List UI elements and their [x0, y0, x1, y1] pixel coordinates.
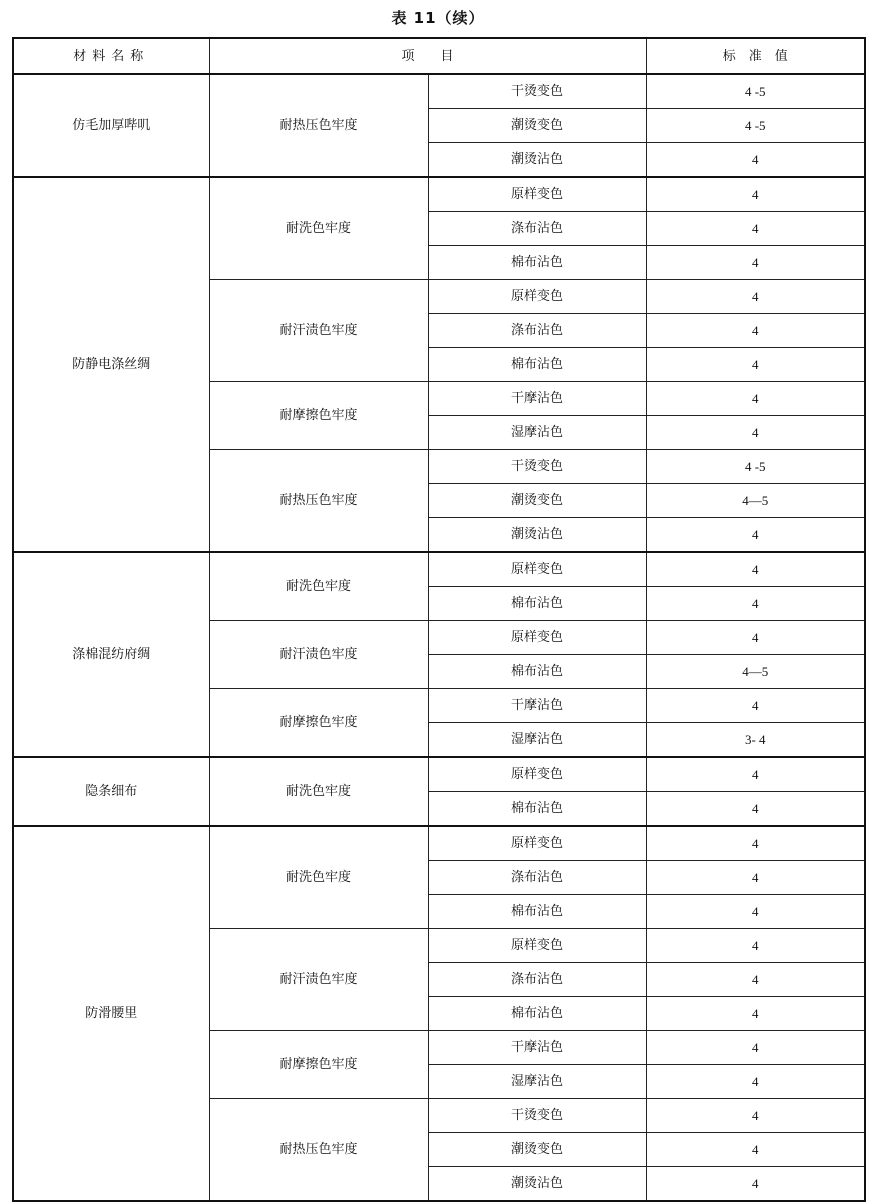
- material-name-cell: 仿毛加厚哔叽: [13, 74, 209, 177]
- table-row: [13, 74, 865, 109]
- test-name-cell: 耐洗色牢度: [209, 552, 428, 621]
- material-name-cell: 防静电涤丝绸: [13, 177, 209, 552]
- sub-item-cell: 涤布沾色: [428, 314, 646, 348]
- standard-value-cell: 4: [646, 246, 865, 280]
- sub-item-cell: 棉布沾色: [428, 655, 646, 689]
- material-name-cell: 隐条细布: [13, 757, 209, 826]
- test-name-cell: 耐摩擦色牢度: [209, 382, 428, 450]
- test-name-cell: 耐洗色牢度: [209, 826, 428, 929]
- standard-value-cell: 4: [646, 518, 865, 553]
- sub-item-cell: 原样变色: [428, 552, 646, 587]
- standard-value-cell: 4: [646, 1133, 865, 1167]
- table-row: [13, 826, 865, 861]
- standard-value-cell: 4: [646, 861, 865, 895]
- standard-value-cell: 4: [646, 1099, 865, 1133]
- sub-item-cell: 棉布沾色: [428, 792, 646, 827]
- sub-item-cell: 原样变色: [428, 929, 646, 963]
- table-header-row: [13, 38, 865, 74]
- standard-value-cell: 4: [646, 757, 865, 792]
- sub-item-cell: 棉布沾色: [428, 895, 646, 929]
- sub-item-cell: 干烫变色: [428, 450, 646, 484]
- sub-item-cell: 原样变色: [428, 621, 646, 655]
- sub-item-cell: 潮烫变色: [428, 1133, 646, 1167]
- standard-value-cell: 4: [646, 587, 865, 621]
- test-name-cell: 耐摩擦色牢度: [209, 1031, 428, 1099]
- sub-item-cell: 棉布沾色: [428, 348, 646, 382]
- sub-item-cell: 原样变色: [428, 826, 646, 861]
- sub-item-cell: 涤布沾色: [428, 212, 646, 246]
- table-row: [13, 757, 865, 792]
- sub-item-cell: 棉布沾色: [428, 587, 646, 621]
- header-item: 项 目: [209, 38, 646, 74]
- standard-value-cell: 4 -5: [646, 450, 865, 484]
- standard-value-cell: 4: [646, 1167, 865, 1202]
- standard-value-cell: 4: [646, 416, 865, 450]
- sub-item-cell: 湿摩沾色: [428, 1065, 646, 1099]
- standard-value-cell: 4 -5: [646, 74, 865, 109]
- standard-value-cell: 4: [646, 997, 865, 1031]
- table-row: [13, 552, 865, 587]
- test-name-cell: 耐洗色牢度: [209, 177, 428, 280]
- sub-item-cell: 潮烫沾色: [428, 1167, 646, 1202]
- sub-item-cell: 干摩沾色: [428, 382, 646, 416]
- standard-value-cell: 4: [646, 792, 865, 827]
- sub-item-cell: 原样变色: [428, 177, 646, 212]
- sub-item-cell: 干摩沾色: [428, 1031, 646, 1065]
- sub-item-cell: 涤布沾色: [428, 963, 646, 997]
- test-name-cell: 耐洗色牢度: [209, 757, 428, 826]
- test-name-cell: 耐热压色牢度: [209, 1099, 428, 1202]
- header-material-name: 材料名称: [13, 38, 209, 74]
- standard-value-cell: 3- 4: [646, 723, 865, 758]
- standard-value-cell: 4: [646, 1031, 865, 1065]
- sub-item-cell: 湿摩沾色: [428, 416, 646, 450]
- standard-values-table: [12, 37, 866, 1202]
- sub-item-cell: 棉布沾色: [428, 997, 646, 1031]
- test-name-cell: 耐热压色牢度: [209, 450, 428, 553]
- test-name-cell: 耐汗渍色牢度: [209, 621, 428, 689]
- test-name-cell: 耐摩擦色牢度: [209, 689, 428, 758]
- header-standard-value: 标 准 值: [646, 38, 865, 74]
- standard-value-cell: 4: [646, 1065, 865, 1099]
- sub-item-cell: 涤布沾色: [428, 861, 646, 895]
- standard-value-cell: 4: [646, 689, 865, 723]
- standard-value-cell: 4 -5: [646, 109, 865, 143]
- sub-item-cell: 潮烫沾色: [428, 518, 646, 553]
- table-caption: 表 11（续）: [391, 9, 485, 27]
- sub-item-cell: 原样变色: [428, 280, 646, 314]
- sub-item-cell: 干摩沾色: [428, 689, 646, 723]
- table-body: [13, 74, 865, 1201]
- standard-value-cell: 4: [646, 929, 865, 963]
- sub-item-cell: 干烫变色: [428, 1099, 646, 1133]
- standard-value-cell: 4: [646, 177, 865, 212]
- standard-value-cell: 4—5: [646, 484, 865, 518]
- test-name-cell: 耐汗渍色牢度: [209, 280, 428, 382]
- standard-value-cell: 4: [646, 212, 865, 246]
- sub-item-cell: 干烫变色: [428, 74, 646, 109]
- standard-value-cell: 4: [646, 382, 865, 416]
- standard-value-cell: 4: [646, 314, 865, 348]
- material-name-cell: 防滑腰里: [13, 826, 209, 1201]
- sub-item-cell: 湿摩沾色: [428, 723, 646, 758]
- sub-item-cell: 潮烫变色: [428, 484, 646, 518]
- standard-value-cell: 4: [646, 143, 865, 178]
- sub-item-cell: 潮烫沾色: [428, 143, 646, 178]
- standard-value-cell: 4: [646, 348, 865, 382]
- standard-value-cell: 4: [646, 963, 865, 997]
- standard-value-cell: 4: [646, 621, 865, 655]
- table-row: [13, 177, 865, 212]
- sub-item-cell: 原样变色: [428, 757, 646, 792]
- sub-item-cell: 潮烫变色: [428, 109, 646, 143]
- standard-value-cell: 4—5: [646, 655, 865, 689]
- sub-item-cell: 棉布沾色: [428, 246, 646, 280]
- standard-value-cell: 4: [646, 895, 865, 929]
- standard-value-cell: 4: [646, 826, 865, 861]
- standard-value-cell: 4: [646, 280, 865, 314]
- test-name-cell: 耐热压色牢度: [209, 74, 428, 177]
- test-name-cell: 耐汗渍色牢度: [209, 929, 428, 1031]
- standard-value-cell: 4: [646, 552, 865, 587]
- material-name-cell: 涤棉混纺府绸: [13, 552, 209, 757]
